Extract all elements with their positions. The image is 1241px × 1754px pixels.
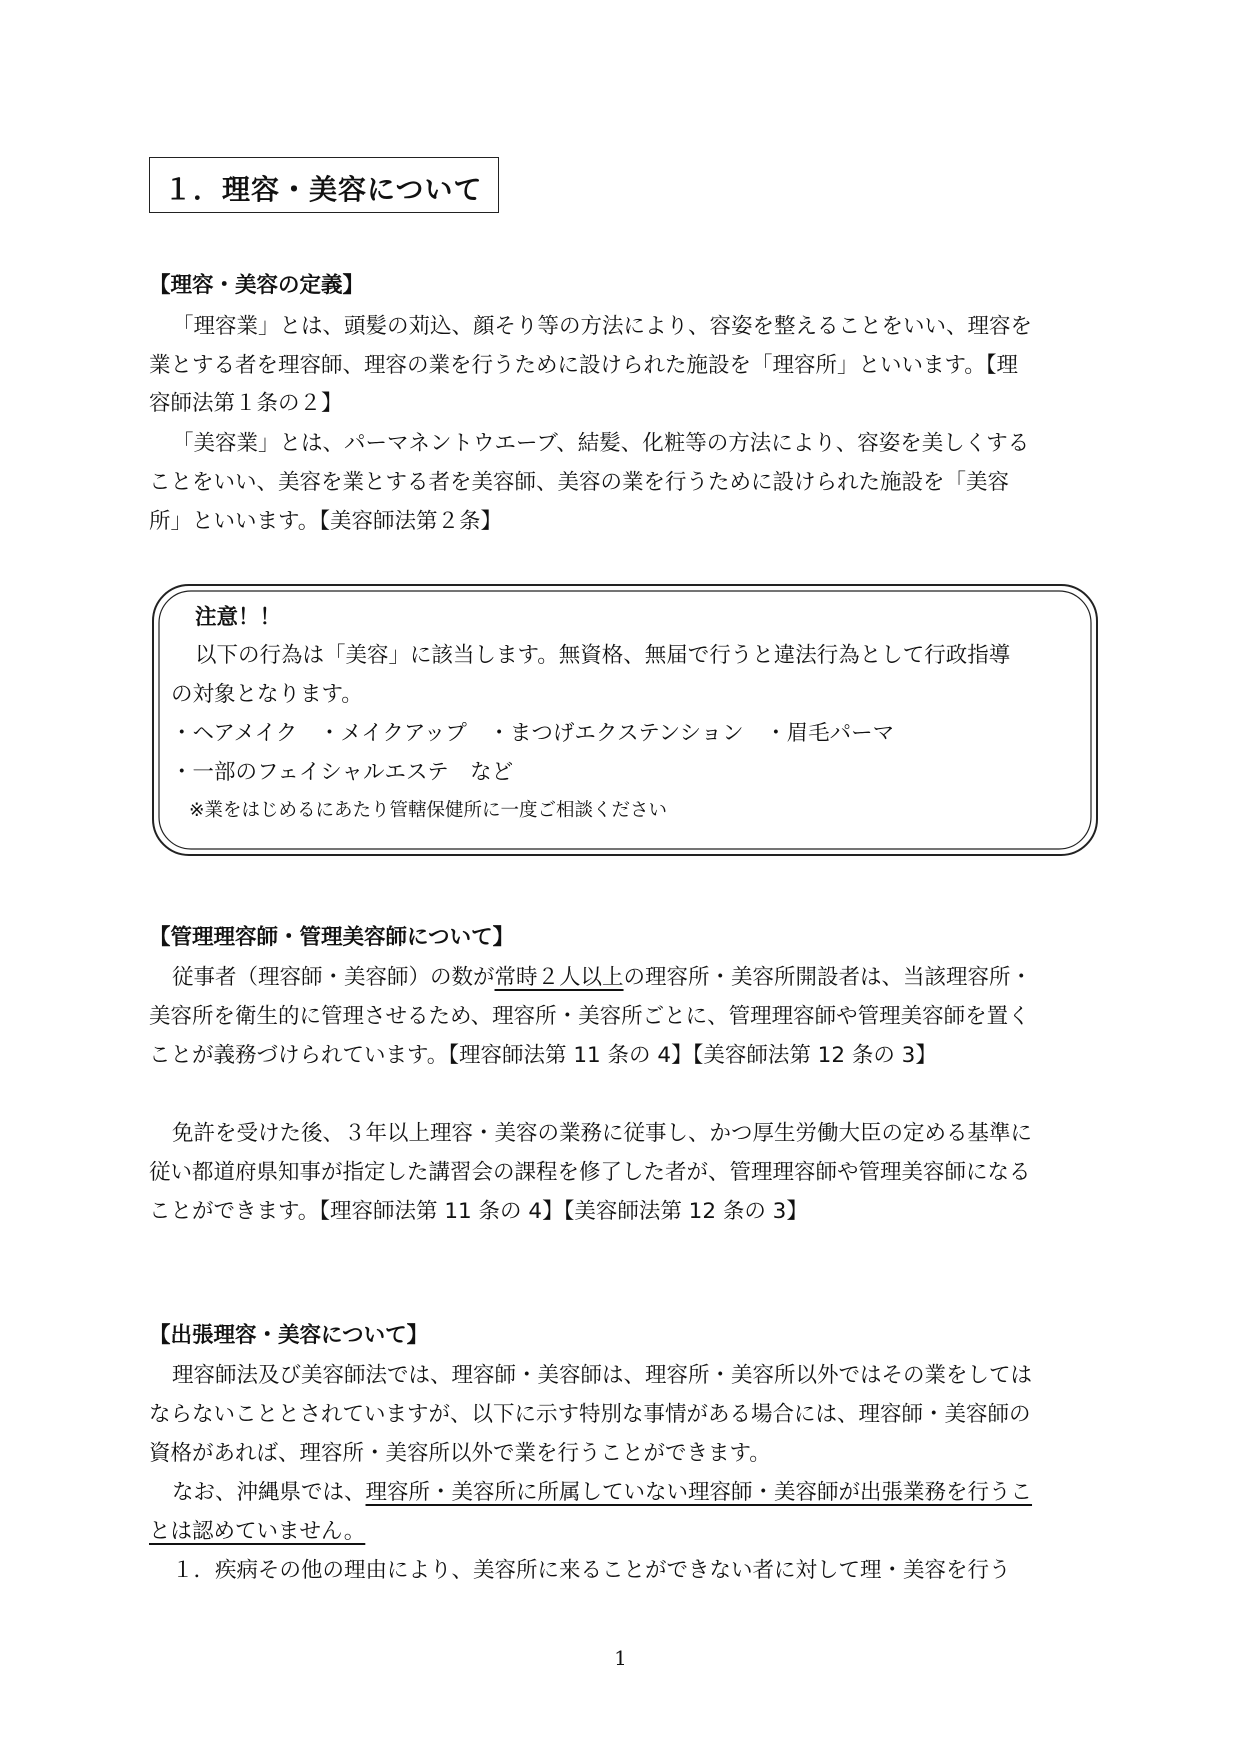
- mobile-line-3: 資格があれば、理容所・美容所以外で業を行うことができます。: [149, 1441, 771, 1466]
- caution-note: ※業をはじめるにあたり管轄保健所に一度ご相談ください: [189, 800, 668, 821]
- mobile-heading: 【出張理容・美容について】: [149, 1323, 429, 1348]
- mobile-line-1: 理容師法及び美容師法では、理容師・美容師は、理容所・美容所以外ではその業をしては: [172, 1363, 1033, 1388]
- license-line-3: ことができます。【理容師法第 11 条の 4】【美容師法第 12 条の 3】: [149, 1199, 808, 1224]
- definition-line-5: ことをいい、美容を業とする者を美容師、美容の業を行うために設けられた施設を「美容: [149, 470, 1010, 495]
- manager-line-1-post: の理容所・美容所開設者は、当該理容所・: [623, 965, 1033, 990]
- manager-heading: 【管理理容師・管理美容師について】: [149, 925, 515, 950]
- caution-line-1: 以下の行為は「美容」に該当します。無資格、無届で行うと違法行為として行政指導: [195, 643, 1011, 668]
- mobile-line-2: ならないこととされていますが、以下に示す特別な事情がある場合には、理容師・美容師の: [149, 1402, 1031, 1427]
- license-line-2: 従い都道府県知事が指定した講習会の課程を修了した者が、管理理容師や管理美容師になる: [149, 1160, 1031, 1185]
- mobile-note-line-2: [149, 1518, 365, 1546]
- manager-line-1-pre: 従事者（理容師・美容師）の数が: [172, 965, 495, 990]
- mobile-note-underlined-1: 理容所・美容所に所属していない理容師・美容師が出張業務を行うこ: [365, 1480, 1033, 1505]
- manager-line-3: ことが義務づけられています。【理容師法第 11 条の 4】【美容師法第 12 条の 3】: [149, 1043, 937, 1068]
- mobile-item-1: １．疾病その他の理由により、美容所に来ることができない者に対して理・美容を行う: [172, 1558, 1011, 1583]
- page-number: 1: [614, 1646, 627, 1670]
- manager-underlined-text: 常時２人以上: [494, 965, 624, 990]
- caution-title: 注意！！: [195, 605, 282, 630]
- section-title: １．理容・美容について: [164, 173, 483, 206]
- definition-heading: 【理容・美容の定義】: [149, 273, 365, 298]
- license-line-1: 免許を受けた後、３年以上理容・美容の業務に従事し、かつ厚生労働大臣の定める基準に: [172, 1121, 1033, 1146]
- caution-line-2: の対象となります。: [171, 682, 363, 707]
- definition-line-4: 「美容業」とは、パーマネントウエーブ、結髪、化粧等の方法により、容姿を美しくする: [172, 431, 1030, 456]
- section-title-box: [149, 157, 499, 213]
- mobile-note-line-1: [172, 1479, 1032, 1507]
- mobile-note-pre: なお、沖縄県では、: [172, 1480, 366, 1505]
- definition-line-6: 所」といいます。【美容師法第２条】: [149, 509, 503, 534]
- definition-line-1: 「理容業」とは、頭髪の苅込、顔そり等の方法により、容姿を整えることをいい、理容を: [172, 314, 1033, 339]
- mobile-note-underlined-2: とは認めていません。: [149, 1519, 366, 1544]
- caution-line-3: ・ヘアメイク ・メイクアップ ・まつげエクステンション ・眉毛パーマ: [171, 721, 895, 746]
- definition-line-3: 容師法第１条の２】: [149, 391, 343, 416]
- caution-box: [151, 583, 1099, 857]
- manager-line-1: [172, 964, 1032, 992]
- caution-line-4: ・一部のフェイシャルエステ など: [171, 760, 514, 785]
- definition-line-2: 業とする者を理容師、理容の業を行うために設けられた施設を「理容所」といいます。【理: [149, 353, 1019, 378]
- manager-line-2: 美容所を衛生的に管理させるため、理容所・美容所ごとに、管理理容師や管理美容師を置く: [149, 1004, 1030, 1029]
